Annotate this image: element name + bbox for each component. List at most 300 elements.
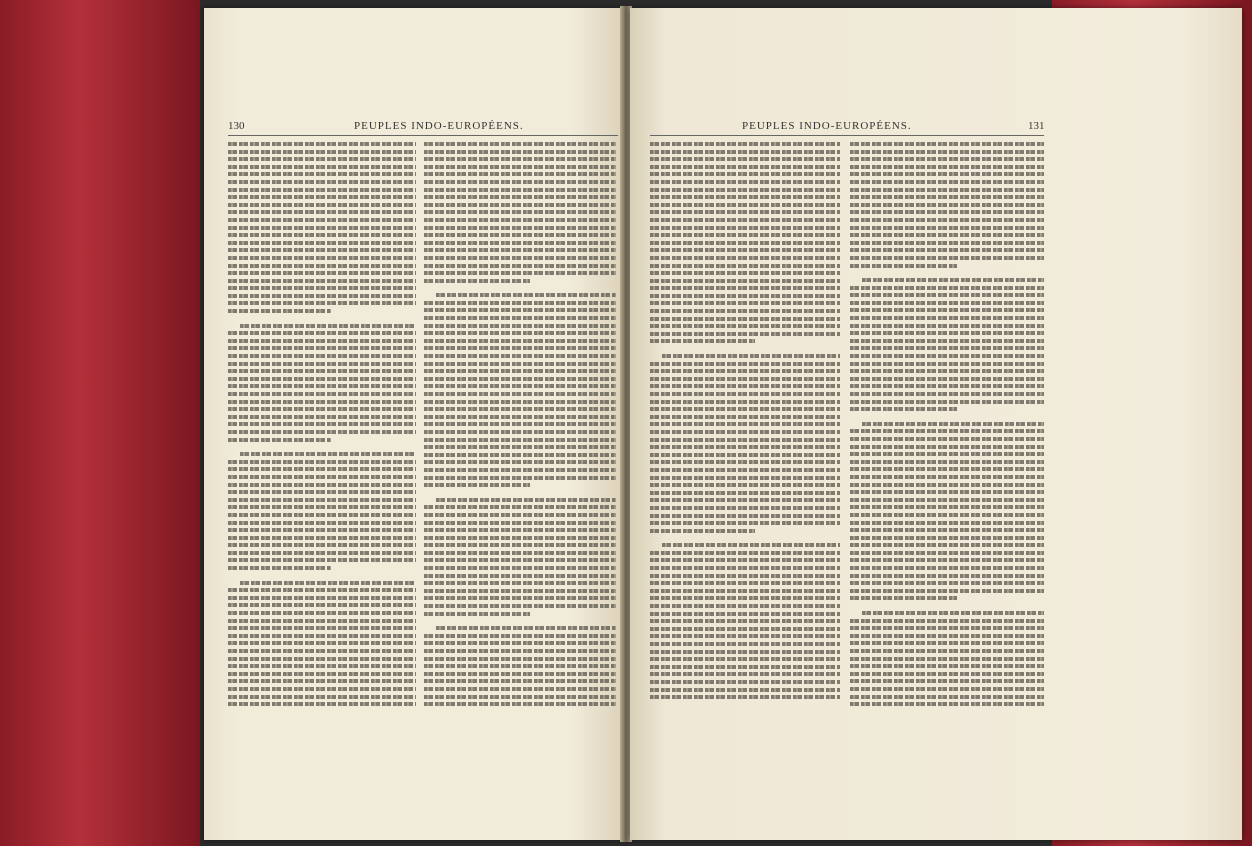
text-line [650,596,840,600]
right-text-column-1 [650,142,840,702]
right-page-number: 131 [1028,120,1045,132]
text-line [424,407,616,411]
text-line [424,218,616,222]
text-line [650,218,840,222]
text-line [850,301,1044,305]
left-running-head: PEUPLES INDO-EUROPÉENS. [354,120,524,132]
text-line [228,505,416,509]
text-line [650,301,840,305]
text-line [850,241,1044,245]
text-line [228,203,416,207]
left-page-number: 130 [228,120,245,132]
text-line [228,400,416,404]
text-line [424,649,616,653]
left-text-column-2 [424,142,616,702]
text-line [650,558,840,562]
text-line [650,415,840,419]
text-line [228,384,416,388]
text-line [228,142,416,146]
text-line [424,150,616,154]
text-line [240,581,416,585]
text-line [862,611,1044,615]
text-line [228,392,416,396]
text-line [228,664,416,668]
text-line [424,331,616,335]
right-running-head: PEUPLES INDO-EUROPÉENS. [742,120,912,132]
text-line [850,195,1044,199]
text-line [228,702,416,706]
text-line [228,195,416,199]
text-line [650,460,840,464]
text-line [850,331,1044,335]
text-line [424,445,616,449]
text-line [228,377,416,381]
text-line [850,226,1044,230]
text-line [424,702,616,706]
text-line [424,339,616,343]
text-line [424,324,616,328]
text-line [850,256,1044,260]
text-line [850,551,1044,555]
text-line [650,294,840,298]
text-line [650,642,840,646]
text-line [650,339,755,343]
text-line [850,339,1044,343]
text-line [228,551,416,555]
text-line [228,286,416,290]
text-line [424,188,616,192]
text-line [424,248,616,252]
text-line [850,664,1044,668]
text-line [650,521,840,525]
text-line [650,271,840,275]
text-line [424,346,616,350]
text-line [650,476,840,480]
text-line [424,422,616,426]
text-line [228,634,416,638]
text-line [650,256,840,260]
text-line [228,339,416,343]
text-line [650,604,840,608]
text-line [850,407,957,411]
text-line [228,188,416,192]
text-line [650,188,840,192]
text-line [650,195,840,199]
text-line [228,588,416,592]
text-line [424,695,616,699]
text-line [650,324,840,328]
text-line [650,688,840,692]
left-text-column-1 [228,142,416,702]
text-line [650,369,840,373]
text-line [650,589,840,593]
text-line [424,468,616,472]
text-line [850,657,1044,661]
text-line [650,491,840,495]
text-line [424,438,616,442]
text-line [424,271,616,275]
text-line [850,475,1044,479]
text-line [650,180,840,184]
text-line [650,203,840,207]
text-line [424,581,616,585]
text-line [650,422,840,426]
text-line [650,309,840,313]
text-line [424,664,616,668]
text-line [850,165,1044,169]
text-line [436,498,616,502]
text-line [228,543,416,547]
text-line [228,354,416,358]
text-line [650,445,840,449]
text-line [850,467,1044,471]
text-line [650,279,840,283]
text-line [650,695,840,699]
text-line [650,172,840,176]
text-line [650,566,840,570]
text-line [424,558,616,562]
text-line [650,672,840,676]
text-line [850,248,1044,252]
text-line [850,558,1044,562]
text-line [850,377,1044,381]
text-line [424,672,616,676]
text-line [228,626,416,630]
text-line [424,551,616,555]
text-line [228,407,416,411]
text-line [850,452,1044,456]
text-line [650,514,840,518]
text-line [850,641,1044,645]
text-line [228,498,416,502]
text-line [850,483,1044,487]
text-line [228,422,416,426]
text-line [228,279,416,283]
text-line [850,505,1044,509]
text-line [228,150,416,154]
text-line [424,165,616,169]
text-line [850,536,1044,540]
text-line [424,453,616,457]
text-line [650,529,755,533]
text-line [424,634,616,638]
text-line [650,150,840,154]
text-line [424,279,530,283]
text-line [850,264,957,268]
text-line [228,430,416,434]
text-line [228,241,416,245]
text-line [850,384,1044,388]
text-line [650,157,840,161]
text-line [850,695,1044,699]
text-line [850,581,1044,585]
text-line [862,422,1044,426]
text-line [650,665,840,669]
text-line [650,226,840,230]
text-line [850,543,1044,547]
text-line [228,460,416,464]
text-line [850,286,1044,290]
text-line [424,226,616,230]
text-line [228,309,331,313]
text-line [436,626,616,630]
text-line [228,438,331,442]
text-line [850,596,957,600]
text-line [850,672,1044,676]
text-line [650,634,840,638]
text-line [228,611,416,615]
text-line [228,679,416,683]
text-line [424,180,616,184]
text-line [850,308,1044,312]
text-line [662,543,840,547]
text-line [424,369,616,373]
text-line [424,612,530,616]
text-line [862,278,1044,282]
text-line [424,241,616,245]
text-line [850,634,1044,638]
text-line [850,702,1044,706]
text-line [850,679,1044,683]
right-page [630,8,1242,840]
text-line [650,483,840,487]
text-line [424,483,530,487]
text-line [228,346,416,350]
text-line [424,536,616,540]
text-line [228,687,416,691]
text-line [850,400,1044,404]
text-line [228,649,416,653]
text-line [650,453,840,457]
text-line [850,172,1044,176]
text-line [424,256,616,260]
text-line [650,165,840,169]
text-line [650,241,840,245]
text-line [228,596,416,600]
text-line [650,468,840,472]
text-line [424,172,616,176]
text-line [240,452,416,456]
text-line [850,490,1044,494]
text-line [650,332,840,336]
text-line [424,521,616,525]
text-line [850,150,1044,154]
text-line [228,362,416,366]
text-line [650,581,840,585]
text-line [650,430,840,434]
text-line [424,362,616,366]
text-line [850,649,1044,653]
text-line [850,574,1044,578]
text-line [424,687,616,691]
text-line [424,679,616,683]
text-line [228,558,416,562]
text-line [650,400,840,404]
text-line [850,521,1044,525]
text-line [424,430,616,434]
text-line [850,429,1044,433]
text-line [228,415,416,419]
text-line [228,619,416,623]
left-page [204,8,622,840]
text-line [424,308,616,312]
text-line [650,574,840,578]
text-line [424,528,616,532]
text-line [424,354,616,358]
text-line [424,543,616,547]
text-line [228,566,331,570]
text-line [424,566,616,570]
text-line [850,316,1044,320]
text-line [228,294,416,298]
text-line [850,392,1044,396]
right-header-rule [650,135,1044,136]
text-line [850,293,1044,297]
text-line [424,604,616,608]
text-line [850,589,1044,593]
text-line [850,142,1044,146]
text-line [650,392,840,396]
text-line [436,293,616,297]
text-line [228,157,416,161]
text-line [850,346,1044,350]
text-line [850,210,1044,214]
book-cover-left [0,0,200,846]
text-line [850,687,1044,691]
text-line [650,407,840,411]
text-line [850,218,1044,222]
text-line [650,377,840,381]
text-line [228,218,416,222]
text-line [424,157,616,161]
text-line [424,596,616,600]
text-line [228,467,416,471]
text-line [228,490,416,494]
text-line [424,233,616,237]
text-line [424,657,616,661]
text-line [228,301,416,305]
text-line [424,392,616,396]
text-line [240,324,416,328]
text-line [228,528,416,532]
text-line [650,264,840,268]
text-line [650,233,840,237]
text-line [650,498,840,502]
text-line [424,574,616,578]
text-line [850,233,1044,237]
text-line [424,264,616,268]
text-line [228,271,416,275]
text-line [228,641,416,645]
text-line [650,384,840,388]
text-line [650,650,840,654]
text-line [424,589,616,593]
text-line [850,528,1044,532]
text-line [424,195,616,199]
text-line [650,657,840,661]
text-line [424,384,616,388]
text-line [228,331,416,335]
text-line [424,203,616,207]
text-line [424,210,616,214]
text-line [228,513,416,517]
text-line [650,362,840,366]
text-line [850,188,1044,192]
text-line [850,619,1044,623]
text-line [850,498,1044,502]
right-text-column-2 [850,142,1044,702]
text-line [850,626,1044,630]
text-line [424,415,616,419]
text-line [650,438,840,442]
text-line [228,264,416,268]
text-line [650,210,840,214]
text-line [650,619,840,623]
text-line [650,286,840,290]
text-line [650,142,840,146]
text-line [228,603,416,607]
text-line [850,460,1044,464]
text-line [228,233,416,237]
text-line [650,248,840,252]
text-line [850,354,1044,358]
text-line [424,301,616,305]
text-line [850,513,1044,517]
text-line [228,210,416,214]
text-line [228,695,416,699]
text-line [424,513,616,517]
text-line [228,672,416,676]
text-line [424,476,616,480]
text-line [850,369,1044,373]
text-line [228,475,416,479]
text-line [424,460,616,464]
text-line [228,248,416,252]
text-line [424,377,616,381]
text-line [850,180,1044,184]
text-line [850,566,1044,570]
text-line [850,445,1044,449]
text-line [424,142,616,146]
text-line [228,165,416,169]
text-line [424,641,616,645]
left-header-rule [228,135,618,136]
text-line [228,226,416,230]
text-line [228,172,416,176]
text-line [228,180,416,184]
text-line [424,400,616,404]
text-line [228,369,416,373]
text-line [228,483,416,487]
text-line [650,317,840,321]
text-line [650,506,840,510]
text-line [650,680,840,684]
text-line [650,627,840,631]
text-line [662,354,840,358]
text-line [228,657,416,661]
text-line [228,536,416,540]
text-line [650,612,840,616]
text-line [850,157,1044,161]
text-line [650,551,840,555]
text-line [228,256,416,260]
text-line [424,505,616,509]
text-line [228,521,416,525]
text-line [850,362,1044,366]
text-line [850,437,1044,441]
text-line [850,324,1044,328]
text-line [424,316,616,320]
